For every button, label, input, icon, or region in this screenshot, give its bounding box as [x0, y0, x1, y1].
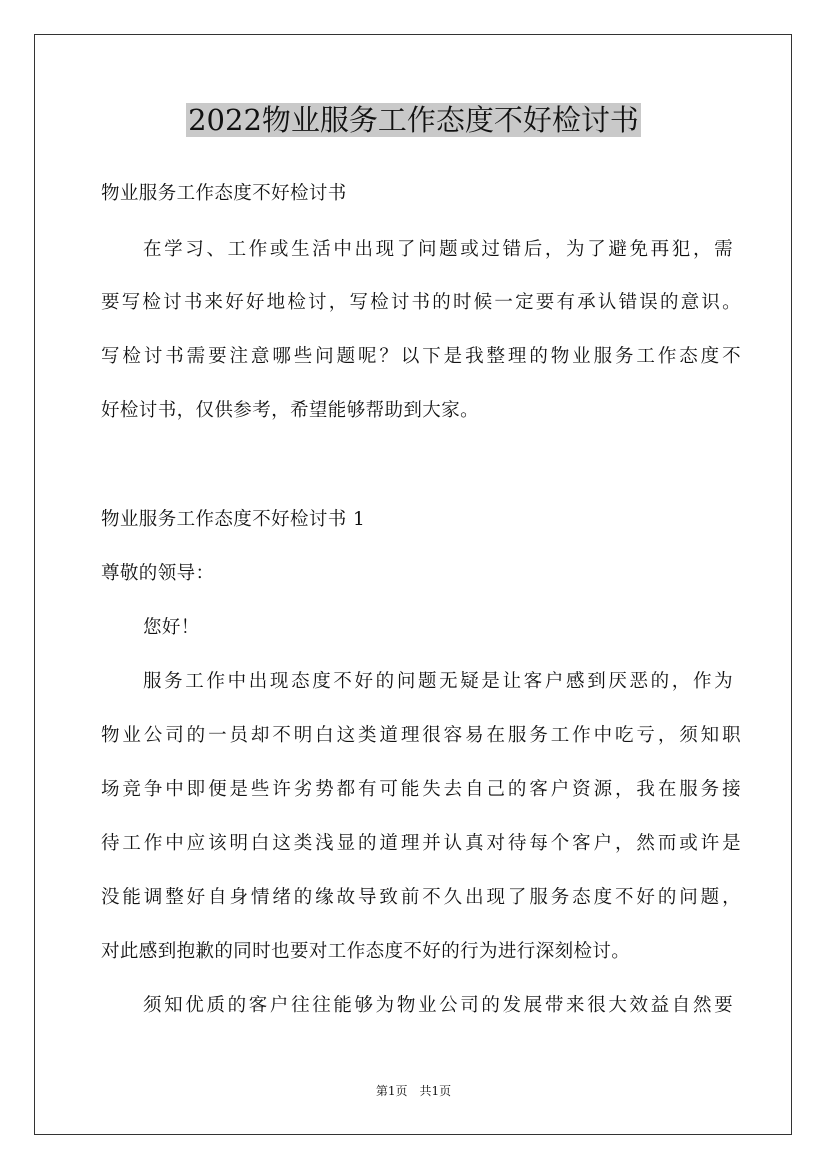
greeting: 您好！ — [143, 617, 200, 638]
intro-line-3: 写检讨书需要注意哪些问题呢？以下是我整理的物业服务工作态度不 — [101, 346, 741, 367]
body-line-5: 没能调整好自身情绪的缘故导致前不久出现了服务态度不好的问题， — [101, 887, 741, 908]
body-line-1: 服务工作中出现态度不好的问题无疑是让客户感到厌恶的，作为 — [143, 671, 733, 692]
body-line-2: 物业公司的一员却不明白这类道理很容易在服务工作中吃亏，须知职 — [101, 725, 741, 746]
body-line-7: 须知优质的客户往往能够为物业公司的发展带来很大效益自然要 — [143, 995, 733, 1016]
intro-line-1: 在学习、工作或生活中出现了问题或过错后，为了避免再犯，需 — [143, 239, 733, 260]
page-number: 第1页 共1页 — [375, 1084, 452, 1098]
document-title — [0, 100, 827, 140]
body-line-4: 待工作中应该明白这类浅显的道理并认真对待每个客户，然而或许是 — [101, 833, 741, 854]
salutation: 尊敬的领导： — [101, 563, 215, 584]
body-line-6: 对此感到抱歉的同时也要对工作态度不好的行为进行深刻检讨。 — [101, 941, 631, 962]
intro-line-4: 好检讨书，仅供参考，希望能够帮助到大家。 — [101, 400, 480, 421]
section-title: 物业服务工作态度不好检讨书 1 — [101, 509, 366, 530]
intro-line-2: 要写检讨书来好好地检讨，写检讨书的时候一定要有承认错误的意识。 — [101, 292, 741, 313]
document-subtitle: 物业服务工作态度不好检讨书 — [101, 183, 347, 204]
document-title-text: 2022物业服务工作态度不好检讨书 — [188, 103, 639, 137]
body-line-3: 场竞争中即便是些许劣势都有可能失去自己的客户资源，我在服务接 — [101, 779, 741, 800]
